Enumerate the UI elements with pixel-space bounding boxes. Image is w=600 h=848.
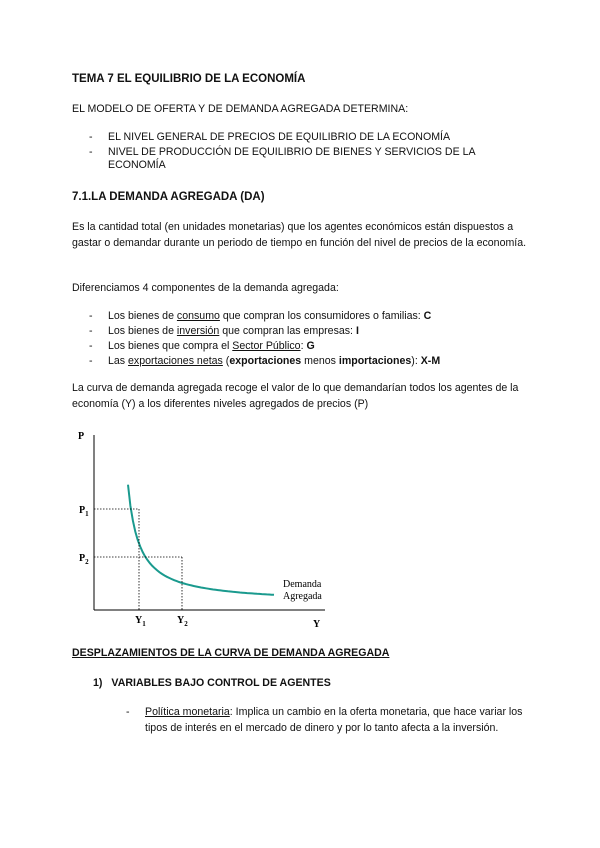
curve-label-line2: Agregada — [283, 591, 322, 602]
y2-label: $Y_2$ — [177, 615, 188, 628]
policy-list — [126, 705, 526, 736]
intro-text: EL MODELO DE OFERTA Y DE DEMANDA AGREGADA DETERMINA: — [72, 103, 409, 115]
curve-paragraph: La curva de demanda agregada recoge el valor de lo que demandarían todos los agentes de la economía (Y) a los diferentes niveles agregados de precios (P) — [72, 382, 519, 410]
shift-heading: DESPLAZAMIENTOS DE LA CURVA DE DEMANDA AGREGADA — [72, 647, 390, 659]
demand-curve — [128, 485, 274, 595]
list-item: - EL NIVEL GENERAL DE PRECIOS DE EQUILIBRIO DE LA ECONOMÍA — [89, 131, 451, 143]
list-item: - Los bienes de consumo que compran los consumidores o familias: C — [89, 310, 432, 322]
list-item: - Las exportaciones netas (exportaciones menos importaciones): X-M — [89, 355, 441, 367]
list-item: - Los bienes de inversión que compran las empresas: I — [89, 325, 359, 337]
subsection-heading: 1) VARIABLES BAJO CONTROL DE AGENTES — [93, 677, 331, 689]
list-item: - NIVEL DE PRODUCCIÓN DE EQUILIBRIO DE BIENES Y SERVICIOS DE LA ECONOMÍA — [89, 145, 475, 171]
section-heading-7-1: 7.1.LA DEMANDA AGREGADA (DA) — [72, 191, 265, 203]
list-item: - Los bienes que compra el Sector Público: G — [89, 340, 315, 352]
p2-label: $P_2$ — [79, 553, 89, 566]
definition-paragraph: Es la cantidad total (en unidades monetarias) que los agentes económicos están dispuestos a gastar o demandar durante un periodo de tiempo en función del nivel de precios de la economía. — [72, 221, 527, 249]
p1-label: $P_1$ — [79, 505, 89, 518]
components-intro: Diferenciamos 4 componentes de la demanda agregada: — [72, 282, 339, 294]
page-title: TEMA 7 EL EQUILIBRIO DE LA ECONOMÍA — [72, 73, 306, 85]
list-item: - Política monetaria: Implica un cambio en la oferta monetaria, que hace variar los tipos de interés en el mercado de dinero y por lo tanto afecta a la inversión. — [126, 706, 523, 734]
y-axis-label: P — [78, 431, 85, 442]
components-list — [89, 309, 529, 369]
aggregate-demand-chart — [70, 425, 340, 630]
determines-list — [89, 131, 519, 173]
curve-label-line1: Demanda — [283, 579, 322, 590]
x-axis-label: Y — [313, 619, 321, 630]
y1-label: $Y_1$ — [135, 615, 146, 628]
